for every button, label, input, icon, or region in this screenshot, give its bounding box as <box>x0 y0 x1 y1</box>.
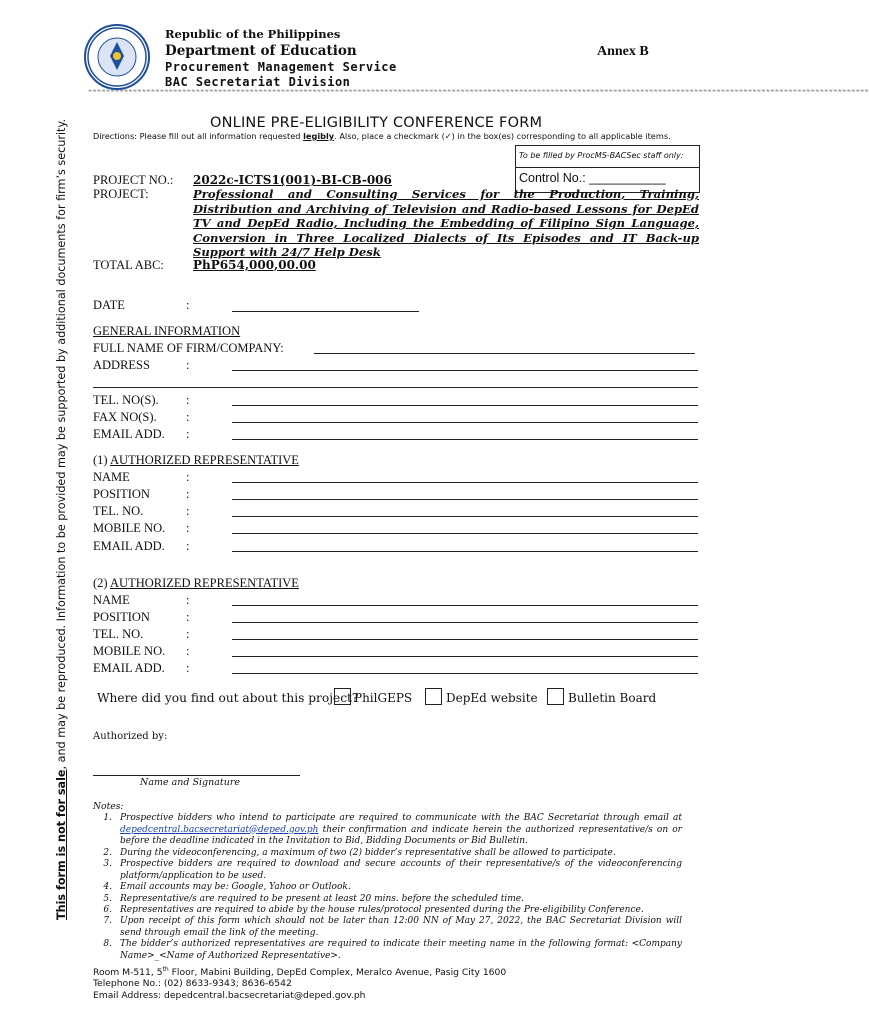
rep2-heading <box>93 576 299 591</box>
signature-label: Name and Signature <box>140 777 241 788</box>
project-no-text: 2022c-ICTS1(001)-BI-CB-006 <box>193 173 392 187</box>
colon: : <box>186 487 190 501</box>
note-text: Email accounts may be: Google, Yahoo or Outlook. <box>120 882 351 892</box>
authorized-by-label: Authorized by: <box>93 731 168 742</box>
rep2-name-input[interactable] <box>232 605 698 606</box>
note-text: Prospective bidders are required to download and secure accounts of their representative/s of the videoconferencing platform/application to be used. <box>120 859 682 881</box>
note-number: 1. <box>103 813 112 823</box>
directions-suffix: . Also, place a checkmark (✓) in the box(es) corresponding to all applicable items. <box>334 131 671 141</box>
note-item <box>96 813 696 849</box>
note-item <box>96 859 696 883</box>
note-text: Representatives are required to abide by the house rules/protocol presented during the Pre-eligibility Conference. <box>120 905 644 915</box>
address-label: ADDRESS <box>93 358 150 372</box>
rep1-email-label: EMAIL ADD. <box>93 539 165 553</box>
directions-prefix: Directions: Please fill out all information requested <box>93 131 304 141</box>
republic-heading: Republic of the Philippines <box>165 27 341 41</box>
rep1-heading <box>93 453 299 468</box>
note-text: During the videoconferencing, a maximum of two (2) bidder’s representative shall be allowed to participate. <box>120 848 616 858</box>
side-disclaimer <box>55 119 68 920</box>
rep2-mobile-input[interactable] <box>232 656 698 657</box>
staff-note: To be filled by ProcMS-BACSec staff only: <box>519 151 684 160</box>
department-heading: Department of Education <box>165 43 357 59</box>
side-disclaimer-rest: , and may be reproduced. Information to be provided may be supported by additional documents for firm’s security. <box>55 118 68 770</box>
colon: : <box>186 504 190 518</box>
note-text <box>120 813 682 848</box>
address-input-line-2[interactable] <box>93 387 698 388</box>
footer-address-sup: th <box>162 966 169 973</box>
note-number: 7. <box>103 916 112 926</box>
notes-heading: Notes: <box>93 801 124 812</box>
date-label: DATE <box>93 298 125 312</box>
project-description: Professional and Consulting Services for the Production, Training, Distribution and Archiving of Television and Radio-based Lessons for DepEd TV and DepEd Radio, Including the Embedding of Filipino Sign Language, Conversion in Three Localized Dialects of Its Episodes and IT Back-up Support with 24/7 Help Desk <box>193 187 699 260</box>
note-text: Upon receipt of this form which should not be later than 12:00 NN of May 27, 2022, the BAC Secretariat Division will send through email the link of the meeting. <box>120 916 682 938</box>
note-number: 4. <box>103 882 112 892</box>
rep2-heading-text: AUTHORIZED REPRESENTATIVE <box>110 576 299 590</box>
rep2-prefix: (2) <box>93 576 111 590</box>
directions-bold: legibly <box>303 131 335 141</box>
note-number: 8. <box>103 939 112 949</box>
rep2-mobile-label: MOBILE NO. <box>93 644 166 658</box>
bulletin-board-label: Bulletin Board <box>568 691 657 705</box>
rep2-tel-label: TEL. NO. <box>93 627 144 641</box>
rep1-mobile-label: MOBILE NO. <box>93 521 166 535</box>
colon: : <box>186 661 190 675</box>
firm-input-line[interactable] <box>314 353 695 354</box>
signature-line[interactable] <box>93 775 300 776</box>
rep2-position-input[interactable] <box>232 622 698 623</box>
footer-address <box>93 966 506 978</box>
colon: : <box>186 298 190 312</box>
footer-address-pre: Room M-511, 5 <box>93 967 163 979</box>
control-number-box <box>515 145 700 193</box>
colon: : <box>186 470 190 484</box>
total-abc-value: PhP654,000,00.00 <box>193 258 316 272</box>
rep2-email-label: EMAIL ADD. <box>93 661 165 675</box>
service-heading: Procurement Management Service <box>165 60 397 74</box>
side-disclaimer-emphasis: This form is not for sale <box>55 769 68 920</box>
form-title: ONLINE PRE-ELIGIBILITY CONFERENCE FORM <box>210 115 543 131</box>
decorative-border: ≈≈≈≈≈≈≈≈≈≈≈≈≈≈≈≈≈≈≈≈≈≈≈≈≈≈≈≈≈≈≈≈≈≈≈≈≈≈≈≈≈≈≈≈≈≈≈≈≈≈≈≈≈≈≈≈≈≈≈≈≈≈≈≈≈≈≈≈≈≈≈≈≈≈≈≈≈≈≈≈≈≈≈≈≈≈≈≈≈≈≈≈≈≈≈≈≈≈≈≈≈≈≈≈≈≈≈≈≈≈≈≈≈≈≈≈≈≈≈≈≈≈≈≈≈≈≈≈≈≈≈≈≈≈≈≈≈≈≈≈≈≈≈≈≈≈≈≈≈≈≈≈≈≈≈≈≈≈≈≈≈≈≈≈≈≈≈≈≈≈≈≈≈≈ <box>88 88 869 94</box>
note-text: Representative/s are required to be present at least 20 mins. before the scheduled time. <box>120 894 524 904</box>
footer-telephone: Telephone No.: (02) 8633-9343; 8636-6542 <box>93 978 292 989</box>
bulletin-board-checkbox[interactable] <box>547 688 564 705</box>
tel-label: TEL. NO(S). <box>93 393 159 407</box>
note-text-pre: Prospective bidders who intend to participate are required to communicate with the BAC Secretariat through email at <box>120 813 682 823</box>
general-info-heading-text: GENERAL INFORMATION <box>93 324 241 338</box>
rep1-prefix: (1) <box>93 453 111 467</box>
colon: : <box>186 358 190 372</box>
rep1-position-label: POSITION <box>93 487 150 501</box>
rep2-name-label: NAME <box>93 593 130 607</box>
note-item <box>96 882 696 894</box>
source-question: Where did you find out about this project? <box>97 691 359 705</box>
colon: : <box>186 627 190 641</box>
tel-input-line[interactable] <box>232 405 698 406</box>
total-abc-label: TOTAL ABC: <box>93 258 164 272</box>
date-input-line[interactable] <box>232 311 419 312</box>
project-no-value <box>193 173 392 187</box>
colon: : <box>186 521 190 535</box>
colon: : <box>186 593 190 607</box>
rep1-tel-label: TEL. NO. <box>93 504 144 518</box>
rep1-heading-text: AUTHORIZED REPRESENTATIVE <box>110 453 299 467</box>
division-heading: BAC Secretariat Division <box>165 75 351 89</box>
rep1-name-input[interactable] <box>232 482 698 483</box>
deped-website-checkbox[interactable] <box>425 688 442 705</box>
note-number: 5. <box>103 894 112 904</box>
annex-label: Annex B <box>597 44 649 59</box>
deped-seal-logo <box>84 24 150 90</box>
colon: : <box>186 539 190 553</box>
general-info-heading <box>93 324 240 339</box>
note-item <box>96 916 696 940</box>
note-text: The bidder’s authorized representatives are required to indicate their meeting name in the following format: <Company Name>_<Name of Authorized Representative>. <box>120 939 682 961</box>
fax-input-line[interactable] <box>232 422 698 423</box>
rep1-mobile-input[interactable] <box>232 533 698 534</box>
rep1-position-input[interactable] <box>232 499 698 500</box>
project-no-label: PROJECT NO.: <box>93 173 174 187</box>
project-label: PROJECT: <box>93 187 149 201</box>
note-item <box>96 939 696 963</box>
colon: : <box>186 644 190 658</box>
rep2-tel-input[interactable] <box>232 639 698 640</box>
note-number: 3. <box>103 859 112 869</box>
note-number: 6. <box>103 905 112 915</box>
deped-website-label: DepEd website <box>446 691 538 705</box>
colon: : <box>186 427 190 441</box>
rep1-tel-input[interactable] <box>232 516 698 517</box>
email-label: EMAIL ADD. <box>93 427 165 441</box>
rep2-position-label: POSITION <box>93 610 150 624</box>
rep1-name-label: NAME <box>93 470 130 484</box>
address-input-line-1[interactable] <box>232 370 698 371</box>
email-link[interactable]: depedcentral.bacsecretariat@deped.gov.ph <box>120 824 319 835</box>
rep2-email-input[interactable] <box>232 673 698 674</box>
email-input-line[interactable] <box>232 439 698 440</box>
fax-label: FAX NO(S). <box>93 410 157 424</box>
footer-email: Email Address: depedcentral.bacsecretariat@deped.gov.ph <box>93 990 366 1001</box>
rep1-email-input[interactable] <box>232 551 698 552</box>
philgeps-label: PhilGEPS <box>354 691 413 705</box>
control-number-header <box>516 146 699 168</box>
colon: : <box>186 410 190 424</box>
footer-address-post: Floor, Mabini Building, DepEd Complex, Meralco Avenue, Pasig City 1600 <box>168 967 507 979</box>
philgeps-checkbox[interactable] <box>334 688 351 705</box>
firm-label: FULL NAME OF FIRM/COMPANY: <box>93 341 284 355</box>
colon: : <box>186 393 190 407</box>
directions <box>93 131 671 141</box>
note-text-post: their confirmation and indicate herein the authorized representative/s on or before the deadline indicated in the Invitation to Bid, Bidding Documents or Bid Bulletin. <box>120 824 682 846</box>
colon: : <box>186 610 190 624</box>
control-number-field[interactable]: Control No.: ___________ <box>519 171 666 185</box>
note-number: 2. <box>103 848 112 858</box>
